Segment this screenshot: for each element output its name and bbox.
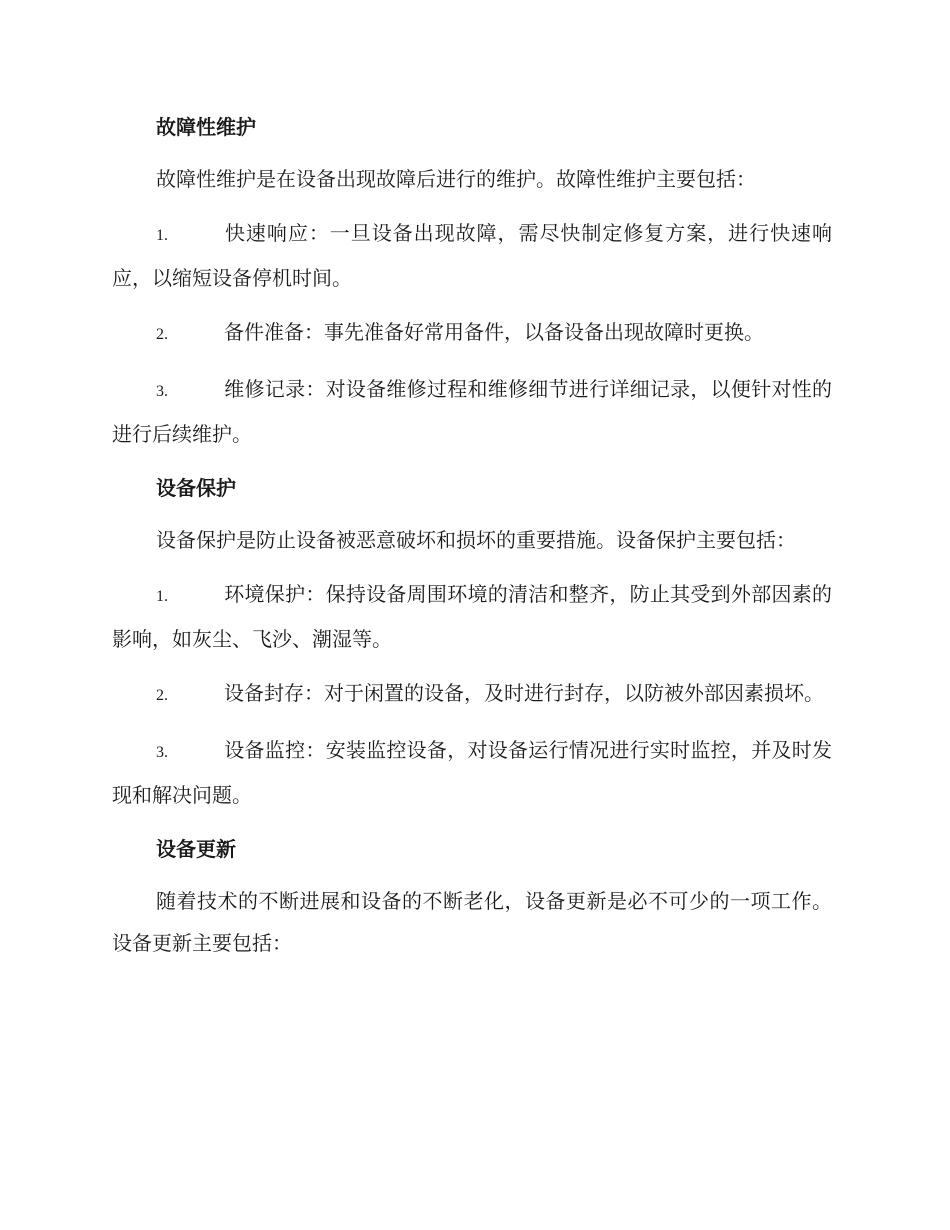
list-item-text: 维修记录：对设备维修过程和维修细节进行详细记录，以便针对性的进行后续维护。 <box>112 377 832 446</box>
list-item-text: 设备封存：对于闲置的设备，及时进行封存，以防被外部因素损坏。 <box>224 681 824 705</box>
list-item-text: 备件准备：事先准备好常用备件，以备设备出现故障时更换。 <box>224 320 764 344</box>
list-item <box>112 672 832 717</box>
document-body <box>112 106 832 976</box>
section-intro: 设备保护是防止设备被恶意破坏和损坏的重要措施。设备保护主要包括： <box>156 528 796 552</box>
list-item-number: 1. <box>156 588 168 605</box>
list-item-number: 1. <box>156 227 168 244</box>
list-item-number: 2. <box>156 326 168 343</box>
section-heading: 设备保护 <box>156 476 236 500</box>
list-item <box>112 573 832 660</box>
section-intro: 故障性维护是在设备出现故障后进行的维护。故障性维护主要包括： <box>156 167 756 191</box>
list-item <box>112 368 832 455</box>
list-item-number: 2. <box>156 687 168 704</box>
list-item-text: 快速响应：一旦设备出现故障，需尽快制定修复方案，进行快速响应，以缩短设备停机时间。 <box>112 221 832 290</box>
list-item <box>112 729 832 816</box>
section-heading: 设备更新 <box>156 837 236 861</box>
list-item-text: 设备监控：安装监控设备，对设备运行情况进行实时监控，并及时发现和解决问题。 <box>112 738 832 807</box>
list-item-number: 3. <box>156 744 168 761</box>
section-intro: 随着技术的不断进展和设备的不断老化，设备更新是必不可少的一项工作。设备更新主要包括： <box>112 889 832 955</box>
section-heading: 故障性维护 <box>156 115 256 139</box>
list-item <box>112 212 832 299</box>
list-item-text: 环境保护：保持设备周围环境的清洁和整齐，防止其受到外部因素的影响，如灰尘、飞沙、潮湿等。 <box>112 582 832 651</box>
list-item-number: 3. <box>156 383 168 400</box>
list-item <box>112 311 832 356</box>
